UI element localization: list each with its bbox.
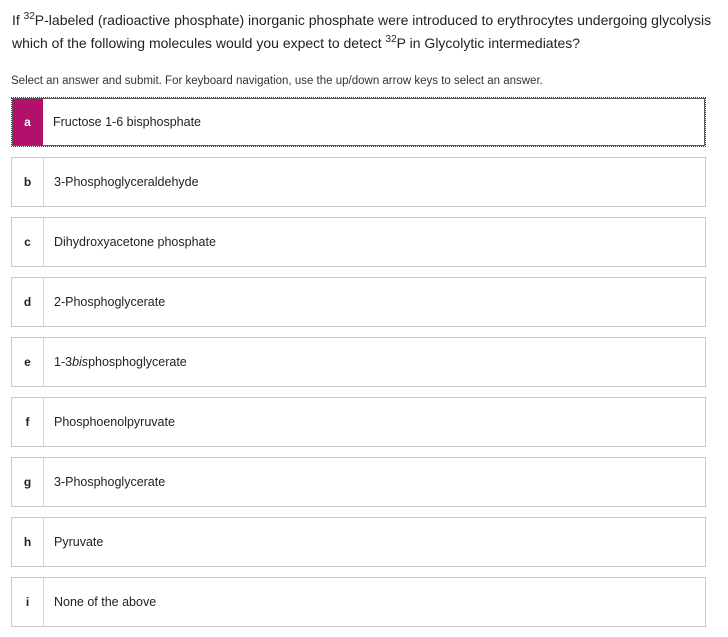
option-letter: c [12, 218, 44, 266]
option-letter: d [12, 278, 44, 326]
answer-option-g[interactable] [11, 457, 706, 507]
option-label: 3-Phosphoglyceraldehyde [54, 175, 199, 189]
option-letter: g [12, 458, 44, 506]
instructions: Select an answer and submit. For keyboard navigation, use the up/down arrow keys to select an answer. [11, 75, 543, 87]
option-letter: h [12, 518, 44, 566]
option-label: Phosphoenolpyruvate [54, 415, 175, 429]
answer-option-f[interactable] [11, 397, 706, 447]
answer-option-e[interactable] [11, 337, 706, 387]
answer-option-c[interactable] [11, 217, 706, 267]
option-label-suffix: phosphoglycerate [88, 355, 187, 369]
option-letter: b [12, 158, 44, 206]
option-label: Fructose 1-6 bisphosphate [53, 115, 202, 129]
answer-option-d[interactable] [11, 277, 706, 327]
answer-option-h[interactable] [11, 517, 706, 567]
answer-option-b[interactable] [11, 157, 706, 207]
option-label: 2-Phosphoglycerate [54, 295, 166, 309]
answer-options [11, 97, 706, 637]
option-label: Dihydroxyacetone phosphate [54, 235, 216, 249]
question-part-3: P in Glycolytic intermediates? [396, 35, 581, 51]
answer-option-i[interactable] [11, 577, 706, 627]
option-letter: f [12, 398, 44, 446]
question-part-2: P-labeled (radioactive phosphate) inorganic phosphate were introduced to erythrocytes undergoing glycolysis which of the following molecules would you expect to detect [12, 12, 712, 51]
option-label [44, 338, 187, 386]
option-letter: i [12, 578, 44, 626]
option-letter: a [12, 98, 43, 146]
option-label-prefix: 1-3 [54, 355, 73, 369]
option-letter: e [12, 338, 44, 386]
option-label-italic: bis [72, 355, 89, 369]
option-label: None of the above [54, 595, 157, 609]
option-label: Pyruvate [54, 535, 104, 549]
option-label: 3-Phosphoglycerate [54, 475, 166, 489]
isotope-superscript: 32 [23, 11, 35, 22]
answer-option-a[interactable] [11, 97, 706, 147]
question-text [12, 9, 712, 55]
question-part-1: If [12, 12, 24, 28]
isotope-superscript: 32 [385, 34, 397, 45]
